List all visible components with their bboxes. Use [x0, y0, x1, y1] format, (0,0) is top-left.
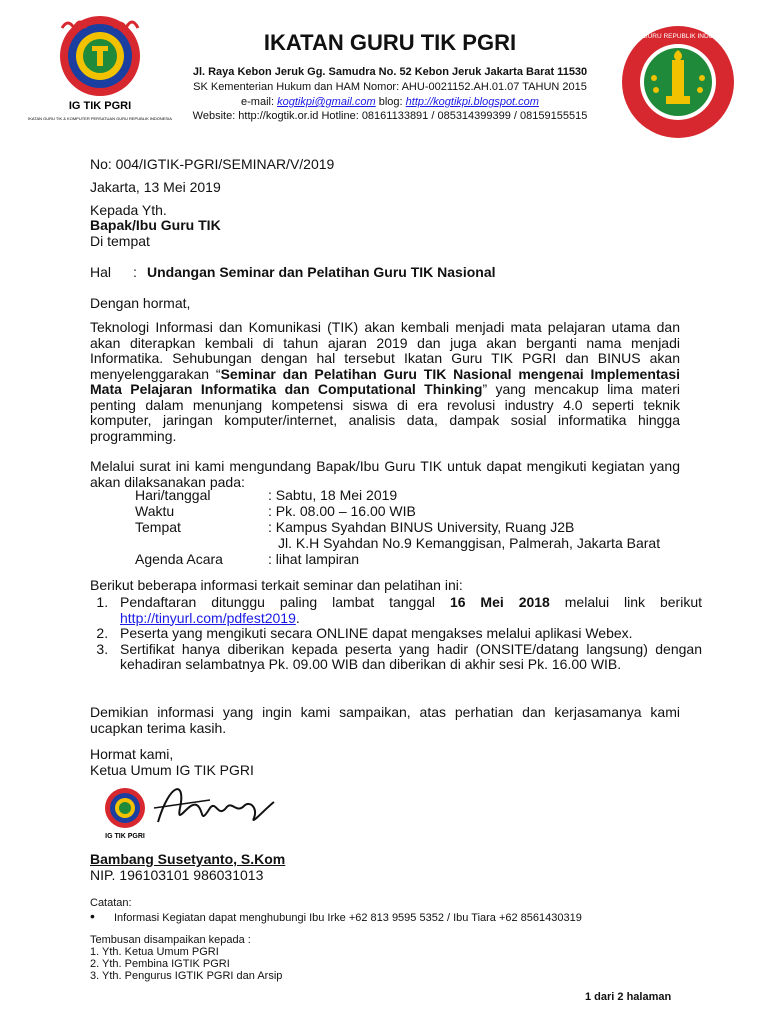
- header-contact: [170, 95, 610, 110]
- email-link[interactable]: kogtikpi@gmail.com: [277, 96, 376, 108]
- detail-label-time: Waktu: [135, 503, 175, 519]
- signer-name: Bambang Susetyanto, S.Kom: [90, 851, 286, 867]
- blog-link[interactable]: http://kogtikpi.blogspot.com: [405, 96, 539, 108]
- seminar-title: Seminar dan Pelatihan Guru TIK Nasional mengenai Implementasi Mata Pelajaran Informatika dan Computational Thinking: [90, 365, 681, 397]
- subject-label: Hal: [90, 264, 112, 280]
- logo-flame-ring: [60, 16, 140, 96]
- info-item-online: 2. Peserta yang mengikuti secara ONLINE dapat mengakses melalui aplikasi Webex.: [112, 626, 702, 642]
- subject-separator: :: [133, 264, 137, 280]
- paragraph-intro-part-b: ” yang mencakup lima materi penting dalam menunjang kompetensi siswa di era revolusi industry 4.0 seperti teknik komputer, jaringan komputer/internet, analisis data, dampak sosial informatika hingga programming.: [90, 381, 680, 444]
- detail-value-address: Jl. K.H Syahdan No.9 Kemanggisan, Palmerah, Jakarta Barat: [278, 535, 661, 551]
- pgri-logo-text: PERSATUAN GURU REPUBLIK INDONESIA · PGRI: [601, 33, 755, 40]
- header-sk: SK Kementerian Hukum dan HAM Nomor: AHU-0021152.AH.01.07 TAHUN 2015: [193, 81, 587, 93]
- header-website-hotline: Website: http://kogtik.or.id Hotline: 08161133891 / 085314399399 / 08159155515: [192, 110, 588, 122]
- ig-tik-pgri-logo: [28, 8, 172, 126]
- note-text: Informasi Kegiatan dapat menghubungi Ibu Irke +62 813 9595 5352 / Ibu Tiara +62 8561430319: [114, 912, 582, 924]
- logo-left-subcaption: IKATAN GURU TIK & KOMPUTER PERSATUAN GURU REPUBLIK INDONESIA: [28, 116, 172, 121]
- cc-item: 3. Yth. Pengurus IGTIK PGRI dan Arsip: [90, 970, 283, 982]
- regards: Hormat kami,: [90, 746, 174, 762]
- recipient-place: Di tempat: [90, 233, 150, 249]
- paragraph-intro: [90, 320, 680, 444]
- info1-part-b: melalui link berikut: [549, 594, 702, 610]
- detail-label-date: Hari/tanggal: [135, 487, 211, 503]
- note-bullet: •: [90, 908, 95, 924]
- cc-item: 2. Yth. Pembina IGTIK PGRI: [90, 958, 230, 970]
- recipient-label: Kepada Yth.: [90, 202, 167, 218]
- letter-number: No: 004/IGTIK-PGRI/SEMINAR/V/2019: [90, 156, 335, 172]
- info1-part-c: .: [295, 609, 300, 626]
- subject-text: Undangan Seminar dan Pelatihan Guru TIK Nasional: [147, 264, 496, 280]
- signature-logo: [94, 784, 156, 846]
- cc-label: Tembusan disampaikan kepada :: [90, 934, 251, 946]
- info-list: [90, 595, 702, 673]
- info-item-certificate: 3. Sertifikat hanya diberikan kepada peserta yang hadir (ONSITE/datang langsung) dengan kehadiran selambatnya Pk. 09.00 WIB dan diberikan di akhir sesi Pk. 16.00 WIB.: [112, 642, 702, 673]
- org-title: IKATAN GURU TIK PGRI: [263, 30, 517, 55]
- letter-date: Jakarta, 13 Mei 2019: [90, 179, 221, 195]
- registration-deadline: 16 Mei 2018: [449, 594, 550, 610]
- cc-item: 1. Yth. Ketua Umum PGRI: [90, 946, 219, 958]
- paragraph-invitation: Melalui surat ini kami mengundang Bapak/Ibu Guru TIK untuk dapat mengikuti kegiatan yang akan dilaksanakan pada:: [90, 458, 680, 490]
- recipient-name: Bapak/Ibu Guru TIK: [90, 217, 221, 233]
- handwritten-signature: [150, 778, 280, 836]
- notes-label: Catatan:: [90, 897, 132, 909]
- signature-logo-caption: IG TIK PGRI: [105, 833, 145, 840]
- detail-label-agenda: Agenda Acara: [135, 551, 223, 567]
- header-address: Jl. Raya Kebon Jeruk Gg. Samudra No. 52 Kebon Jeruk Jakarta Barat 11530: [192, 66, 588, 78]
- signer-nip: NIP. 196103101 986031013: [90, 867, 264, 883]
- registration-link[interactable]: http://tinyurl.com/pdfest2019: [120, 609, 296, 626]
- detail-value-place: : Kampus Syahdan BINUS University, Ruang J2B: [268, 519, 575, 535]
- info1-part-a: Pendaftaran ditunggu paling lambat tanggal: [120, 594, 450, 610]
- email-label: e-mail:: [241, 96, 278, 108]
- pgri-logo: [601, 24, 755, 140]
- signer-position: Ketua Umum IG TIK PGRI: [90, 762, 254, 778]
- closing-paragraph: Demikian informasi yang ingin kami sampaikan, atas perhatian dan kerjasamanya kami ucapkan terima kasih.: [90, 704, 680, 736]
- paragraph-intro-part-a: Teknologi Informasi dan Komunikasi (TIK) akan kembali menjadi mata pelajaran utama dan akan diterapkan kembali di tahun ajaran 2019 dan juga akan berganti nama menjadi Informatika. Sehubungan dengan hal tersebut Ikatan Guru TIK PGRI dan BINUS akan menyelenggarakan “: [90, 319, 680, 382]
- logo-left-caption: IG TIK PGRI: [68, 100, 132, 112]
- greeting: Dengan hormat,: [90, 295, 191, 311]
- page-indicator: 1 dari 2 halaman: [585, 991, 672, 1003]
- blog-label: blog:: [375, 96, 406, 108]
- detail-value-date: : Sabtu, 18 Mei 2019: [268, 487, 398, 503]
- detail-label-place: Tempat: [135, 519, 181, 535]
- detail-value-agenda: : lihat lampiran: [268, 551, 360, 567]
- info-item-registration: [112, 595, 702, 626]
- detail-value-time: : Pk. 08.00 – 16.00 WIB: [268, 503, 416, 519]
- info-intro: Berikut beberapa informasi terkait seminar dan pelatihan ini:: [90, 577, 463, 593]
